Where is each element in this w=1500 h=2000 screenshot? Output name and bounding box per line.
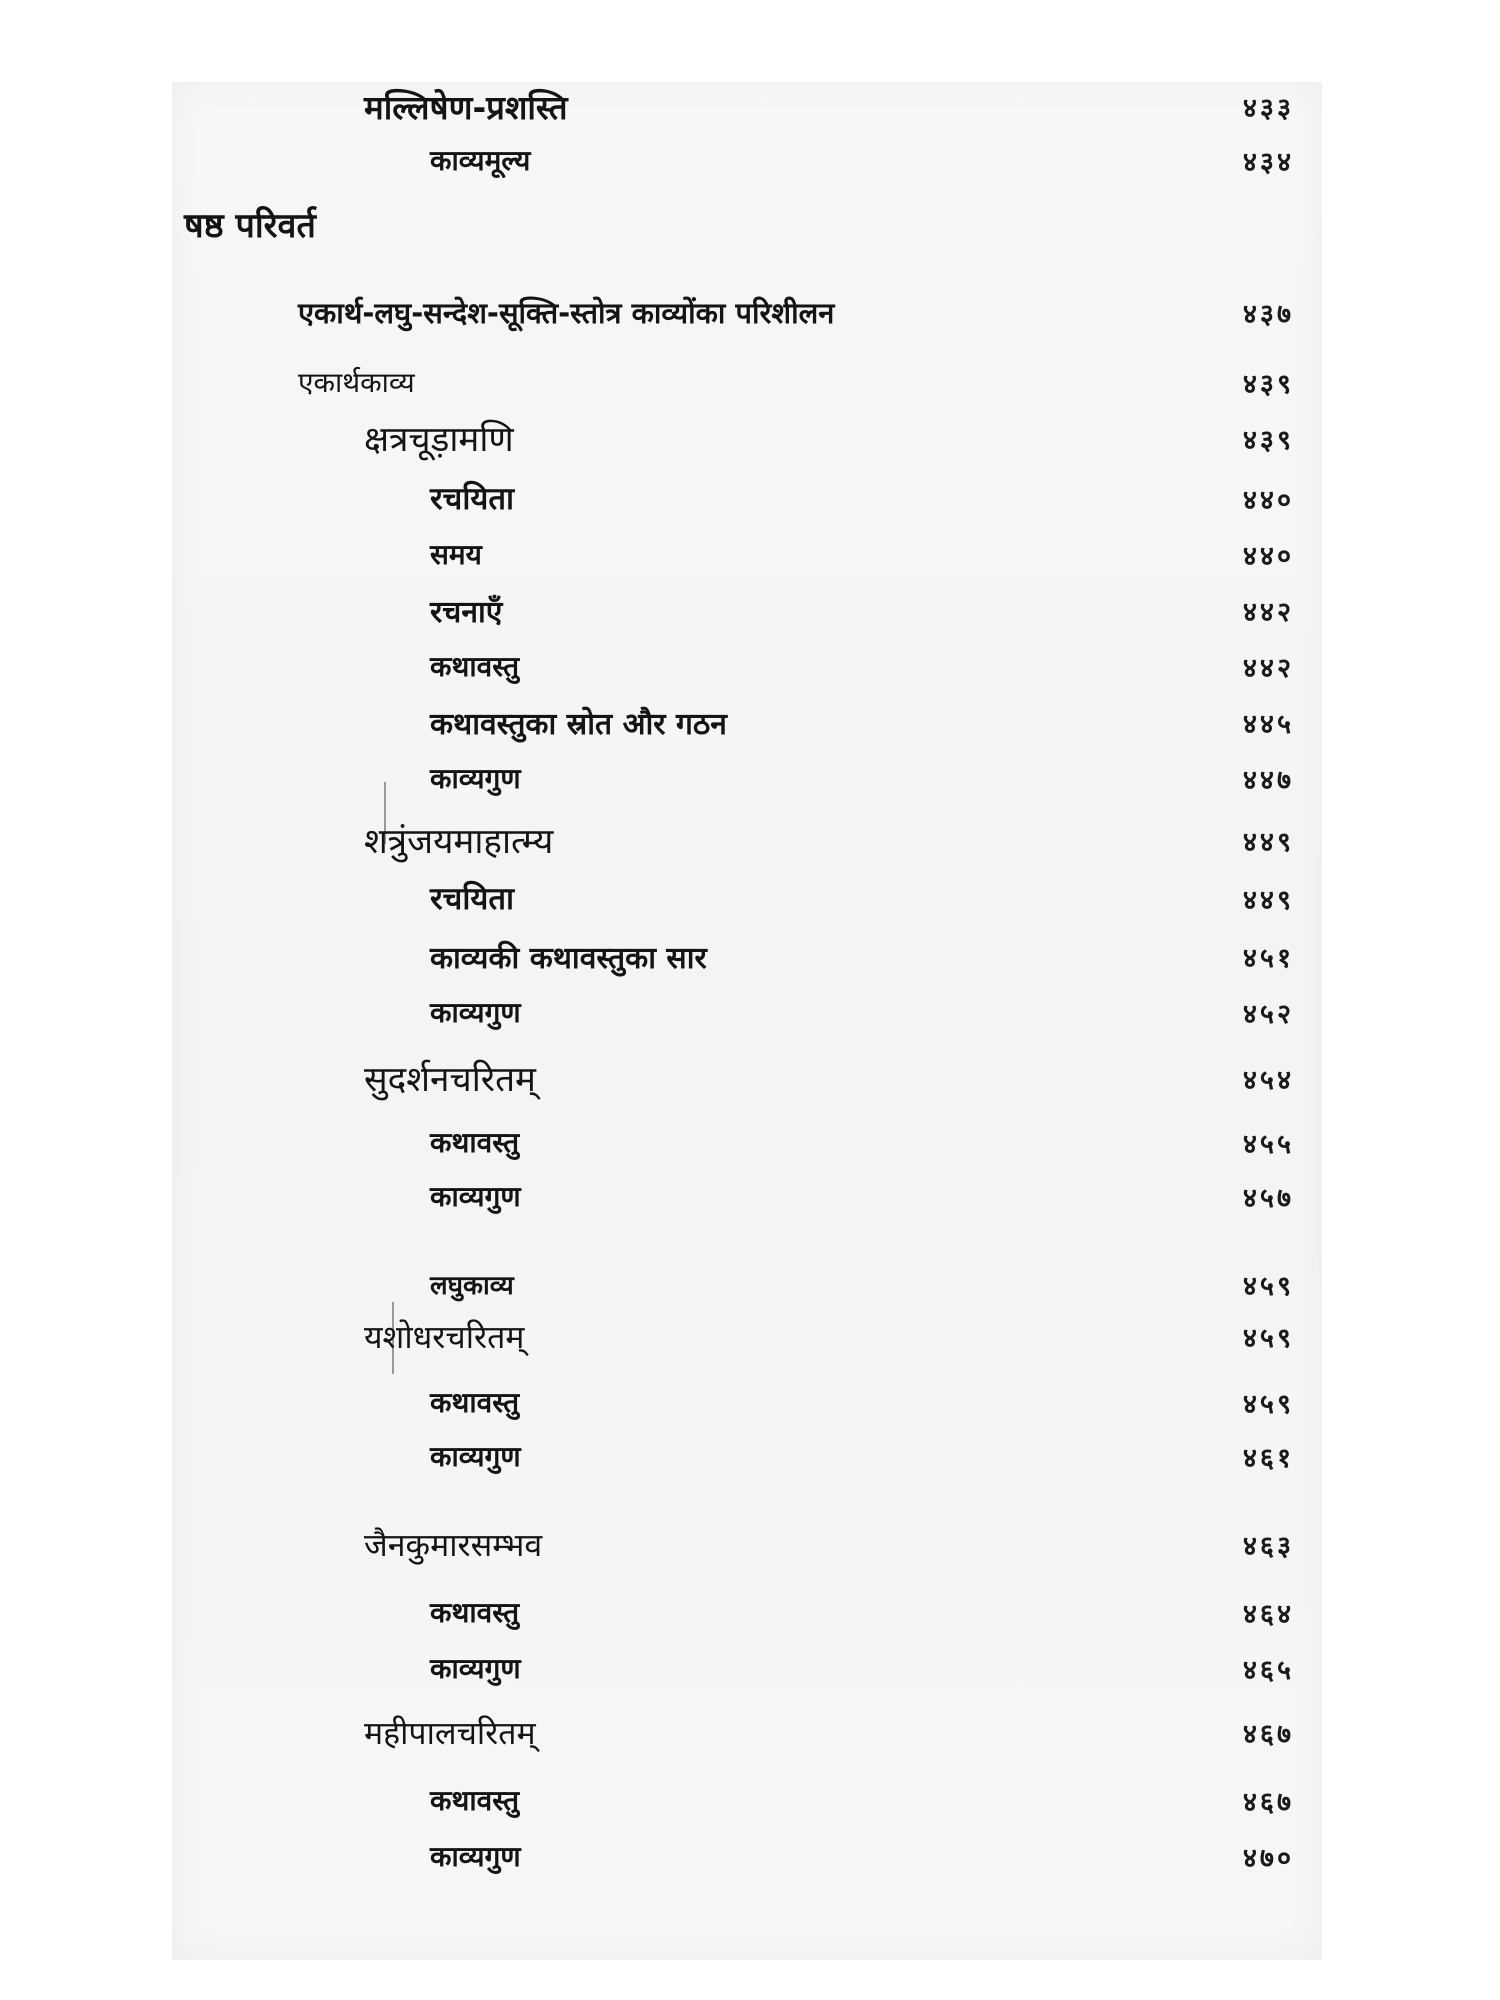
toc-entry[interactable]: [172, 982, 1322, 1042]
toc-entry[interactable]: [172, 76, 1322, 136]
toc-entry-title: काव्यगुण: [430, 1840, 521, 1873]
toc-entry-page: ४३९: [1242, 368, 1294, 400]
toc-entry[interactable]: [172, 1306, 1322, 1366]
toc-entry-page: ४३९: [1242, 424, 1294, 456]
toc-entry[interactable]: [172, 1702, 1322, 1762]
toc-entry-title: सुदर्शनचरितम्: [364, 1059, 536, 1100]
toc-entry[interactable]: [172, 282, 1322, 342]
toc-entry-page: ४५२: [1242, 998, 1294, 1030]
table-of-contents: [172, 82, 1322, 1960]
toc-entry-title: क्षत्रचूड़ामणि: [364, 419, 514, 460]
toc-entry-title: काव्यगुण: [430, 1180, 521, 1213]
toc-entry-page: ४६३: [1242, 1530, 1294, 1562]
toc-entry-title: काव्यगुण: [430, 1652, 521, 1685]
toc-entry-title: काव्यगुण: [430, 1440, 521, 1473]
toc-entry[interactable]: [172, 692, 1322, 752]
toc-entry[interactable]: [172, 580, 1322, 640]
toc-entry-page: ४६७: [1242, 1718, 1294, 1750]
toc-entry-page: ४४७: [1242, 764, 1294, 796]
toc-entry[interactable]: [172, 1426, 1322, 1486]
section-heading-title: षष्ठ परिवर्त: [184, 206, 316, 246]
toc-entry-title: कथावस्तु: [430, 1784, 520, 1817]
toc-entry-title: रचनाएँ: [430, 594, 503, 630]
toc-entry[interactable]: [172, 524, 1322, 584]
toc-entry-title: मल्लिषेण-प्रशस्ति: [364, 87, 568, 127]
toc-entry-page: ४४२: [1242, 652, 1294, 684]
toc-entry-title: लघुकाव्य: [430, 1271, 514, 1301]
toc-entry-page: ४४२: [1242, 596, 1294, 628]
toc-entry[interactable]: [172, 468, 1322, 528]
toc-entry[interactable]: [172, 1166, 1322, 1226]
toc-entry[interactable]: [172, 408, 1322, 468]
toc-entry-page: ४४५: [1242, 708, 1294, 740]
toc-entry[interactable]: [172, 1826, 1322, 1886]
toc-entry-page: ४४०: [1242, 484, 1294, 516]
toc-entry-page: ४६१: [1242, 1442, 1294, 1474]
toc-entry[interactable]: [172, 352, 1322, 412]
toc-entry-page: ४६७: [1242, 1786, 1294, 1818]
toc-entry-title: काव्यगुण: [430, 996, 521, 1029]
toc-entry[interactable]: [172, 868, 1322, 928]
toc-entry-title: शत्रुंजयमाहात्म्य: [364, 821, 554, 862]
toc-entry-title: रचयिता: [430, 481, 515, 517]
toc-entry[interactable]: [172, 1582, 1322, 1642]
toc-entry[interactable]: [172, 1638, 1322, 1698]
toc-entry[interactable]: [172, 810, 1322, 870]
toc-entry[interactable]: [172, 748, 1322, 808]
toc-entry-title: काव्यकी कथावस्तुका सार: [430, 940, 707, 976]
toc-entry-title: कथावस्तु: [430, 1386, 520, 1419]
section-heading: [172, 194, 1322, 254]
toc-entry-title: रचयिता: [430, 881, 515, 917]
toc-entry-page: ४५५: [1242, 1128, 1294, 1160]
toc-entry-page: ४६५: [1242, 1654, 1294, 1686]
toc-entry[interactable]: [172, 130, 1322, 190]
book-page: [172, 82, 1322, 1960]
toc-entry[interactable]: [172, 1048, 1322, 1108]
toc-entry[interactable]: [172, 1112, 1322, 1172]
toc-entry[interactable]: [172, 636, 1322, 696]
toc-entry-page: ४५१: [1242, 942, 1294, 974]
toc-entry-page: ४५४: [1242, 1064, 1294, 1096]
toc-entry-page: ४३४: [1242, 146, 1294, 178]
toc-entry-title: महीपालचरितम्: [364, 1713, 536, 1752]
toc-entry-title: समय: [430, 538, 482, 571]
toc-entry[interactable]: [172, 1254, 1322, 1314]
toc-entry-title: कथावस्तुका स्रोत और गठन: [430, 706, 727, 742]
toc-entry-title: एकार्थकाव्य: [298, 366, 415, 399]
toc-entry-title: एकार्थ-लघु-सन्देश-सूक्ति-स्तोत्र काव्योंका परिशीलन: [298, 295, 835, 330]
toc-entry-page: ४७०: [1242, 1842, 1294, 1874]
toc-entry[interactable]: [172, 926, 1322, 986]
toc-entry-page: ४५९: [1242, 1388, 1294, 1420]
toc-entry-page: ४३७: [1242, 298, 1294, 330]
toc-entry-title: कथावस्तु: [430, 1596, 520, 1629]
toc-entry-page: ४३३: [1242, 92, 1294, 124]
toc-entry-title: कथावस्तु: [430, 1126, 520, 1159]
toc-entry[interactable]: [172, 1770, 1322, 1830]
toc-entry-title: काव्यमूल्य: [430, 144, 531, 177]
toc-entry[interactable]: [172, 1514, 1322, 1574]
toc-entry-page: ४६४: [1242, 1598, 1294, 1630]
toc-entry-title: काव्यगुण: [430, 762, 521, 795]
toc-entry-page: ४४९: [1242, 884, 1294, 916]
toc-entry-title: यशोधरचरितम्: [364, 1317, 525, 1356]
toc-entry-page: ४५९: [1242, 1322, 1294, 1354]
toc-entry-page: ४४०: [1242, 540, 1294, 572]
toc-entry-title: कथावस्तु: [430, 650, 520, 683]
toc-entry[interactable]: [172, 1372, 1322, 1432]
toc-entry-title: जैनकुमारसम्भव: [364, 1525, 543, 1564]
toc-entry-page: ४४९: [1242, 826, 1294, 858]
toc-entry-page: ४५९: [1242, 1270, 1294, 1302]
toc-entry-page: ४५७: [1242, 1182, 1294, 1214]
